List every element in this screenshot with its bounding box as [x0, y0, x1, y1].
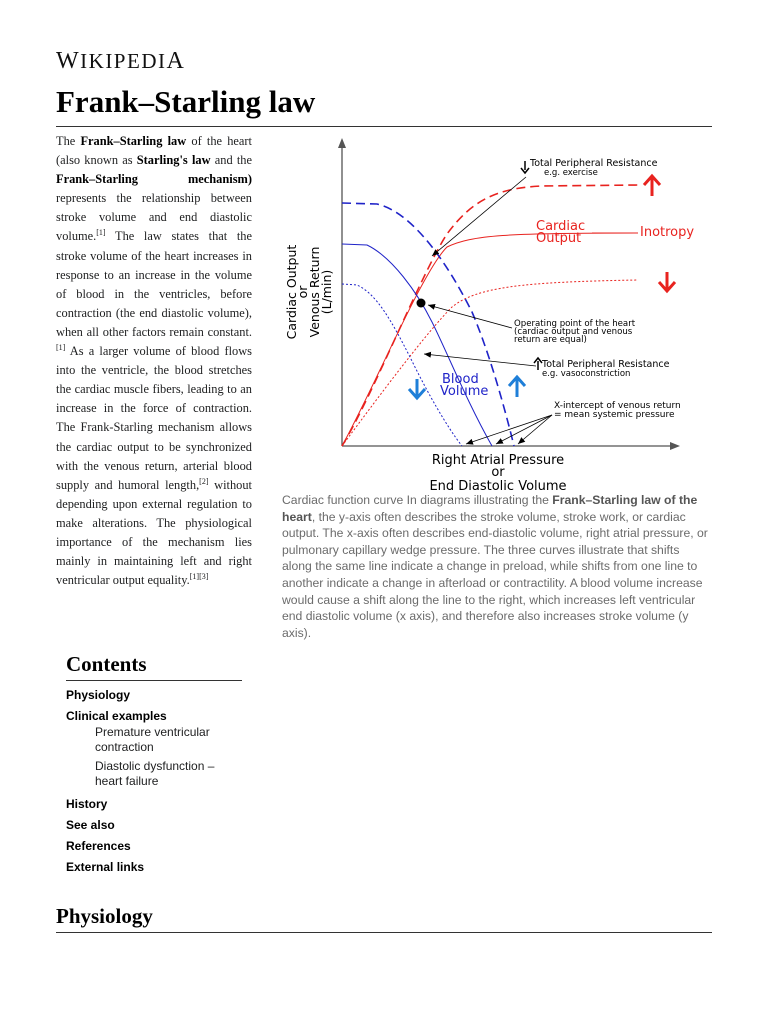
- lead-text: represents the relationship between stroke volume and end diastolic volume.: [56, 191, 252, 244]
- inotropy-label: Inotropy: [640, 225, 695, 240]
- citation-link[interactable]: [1]: [96, 228, 106, 238]
- toc-item-clinical-examples[interactable]: Clinical examples: [66, 709, 167, 723]
- lead-bold-term: Frank–Starling law: [80, 134, 187, 148]
- page-title: Frank–Starling law: [56, 84, 316, 119]
- toc-title: Contents: [66, 652, 147, 676]
- citation-link[interactable]: [1][3]: [189, 572, 209, 582]
- lead-text: The: [56, 134, 81, 148]
- section-divider: [56, 932, 712, 933]
- y-axis-arrow: [338, 138, 346, 148]
- label-x-intercept: [466, 401, 681, 444]
- x-intercept-line2: = mean systemic pressure: [554, 410, 675, 420]
- toc-subitem-diastolic-dysfunction[interactable]: Diastolic dysfunction – heart failure: [95, 759, 215, 788]
- title-divider: [56, 126, 712, 127]
- ylabel-line1: Cardiac Output: [284, 244, 299, 340]
- lead-text: of the heart (also known as: [56, 134, 253, 168]
- toc-item-physiology[interactable]: Physiology: [66, 688, 131, 702]
- label-operating-point: [428, 305, 636, 345]
- tpr-exercise-line1: Total Peripheral Resistance: [530, 158, 658, 169]
- tpr-vaso-line2: e.g. vasoconstriction: [542, 369, 631, 379]
- cardiac-output-label-line2: Output: [536, 231, 582, 246]
- toc-item-see-also[interactable]: See also: [66, 818, 115, 832]
- wikipedia-logo[interactable]: [56, 48, 185, 75]
- logo-letters: IKIPEDI: [80, 49, 167, 73]
- caption-text: Cardiac function curve In diagrams illustrating the: [282, 493, 553, 507]
- x-intercept-line1: X-intercept of venous return: [554, 401, 681, 411]
- citation-link[interactable]: [2]: [199, 476, 209, 486]
- operating-point-line3: return are equal): [514, 335, 587, 345]
- figure-caption: [282, 492, 710, 641]
- arrow-up-blue: [509, 377, 525, 397]
- blood-volume-label-line1: Blood: [442, 372, 479, 387]
- cardiac-function-diagram[interactable]: [282, 132, 710, 492]
- lead-text: As a larger volume of blood flows into the ventricle, the blood stretches the cardiac muscle fibers, leading to an increase in the force of contraction. The Frank-Starling mechanism allows the cardiac output to be synchronized with the venous return, arterial blood supply and humoral length,: [56, 344, 252, 492]
- tpr-exercise-line2: e.g. exercise: [544, 168, 598, 178]
- blood-volume-label-line2: Volume: [440, 384, 489, 399]
- lead-bold-term: Starling's law: [136, 153, 211, 168]
- y-axis-label: [284, 245, 334, 340]
- lead-paragraph: [56, 132, 252, 590]
- arrow-down-red: [659, 272, 675, 291]
- operating-point-marker: [417, 299, 426, 308]
- xlabel-line3: End Diastolic Volume: [429, 479, 567, 492]
- xlabel-line2: or: [491, 465, 505, 480]
- logo-letter-w: W: [56, 48, 81, 74]
- venous-return-curve-high: [342, 203, 514, 446]
- operating-point-line2: (cardiac output and venous: [514, 327, 633, 337]
- caption-text: , the y-axis often describes the stroke volume, stroke work, or cardiac output. The x-axis often describes end-diastolic volume, right atrial pressure, or pulmonary capillary wedge pressure. The three curves illustrate that shifts along the same line indicate a change in preload, while shifts from one line to another indicate a change in afterload or contractility. A blood volume increase would cause a shift along the line to the right, which increases left ventricular end diastolic volume (x axis), and therefore also increases stroke volume (y axis).: [282, 509, 708, 640]
- cardiac-output-label-line1: Cardiac: [536, 219, 586, 234]
- logo-letter-a: A: [166, 48, 186, 74]
- toc-item-references[interactable]: References: [66, 839, 131, 853]
- toc-divider: [66, 680, 242, 681]
- operating-point-line1: Operating point of the heart: [514, 319, 636, 329]
- toc-item-external-links[interactable]: External links: [66, 860, 145, 874]
- lead-bold-term: Frank–Starling mechanism): [56, 172, 252, 187]
- citation-link[interactable]: [1]: [56, 342, 66, 352]
- toc-subitem-premature-ventricular-contraction[interactable]: Premature ventricular contraction: [95, 725, 210, 754]
- xlabel-line1: Right Atrial Pressure: [431, 453, 565, 468]
- section-heading-physiology: Physiology: [56, 904, 153, 928]
- caption-bold-term: Frank–Starling law of the heart: [282, 493, 698, 524]
- toc-item-history[interactable]: History: [66, 797, 108, 811]
- tpr-vaso-line1: Total Peripheral Resistance: [542, 359, 670, 370]
- x-axis-arrow: [670, 442, 680, 450]
- ylabel-line4: (L/min): [319, 269, 334, 315]
- ylabel-line3: Venous Return: [307, 246, 322, 338]
- arrow-up-red-top: [644, 176, 660, 196]
- ylabel-line2: or: [295, 285, 310, 299]
- lead-text: The law states that the stroke volume of the heart increases in response to an increase in the volume of blood in the ventricles, before contraction (the end diastolic volume), when all other factors remain constant.: [56, 229, 252, 339]
- table-of-contents: [66, 688, 266, 881]
- lead-text: and the: [210, 153, 252, 168]
- venous-return-curve-low: [342, 284, 462, 446]
- lead-text: without depending upon external regulation to make alterations. The physiological importance of the mechanism lies mainly in maintaining left and right ventricular output equality.: [56, 477, 252, 588]
